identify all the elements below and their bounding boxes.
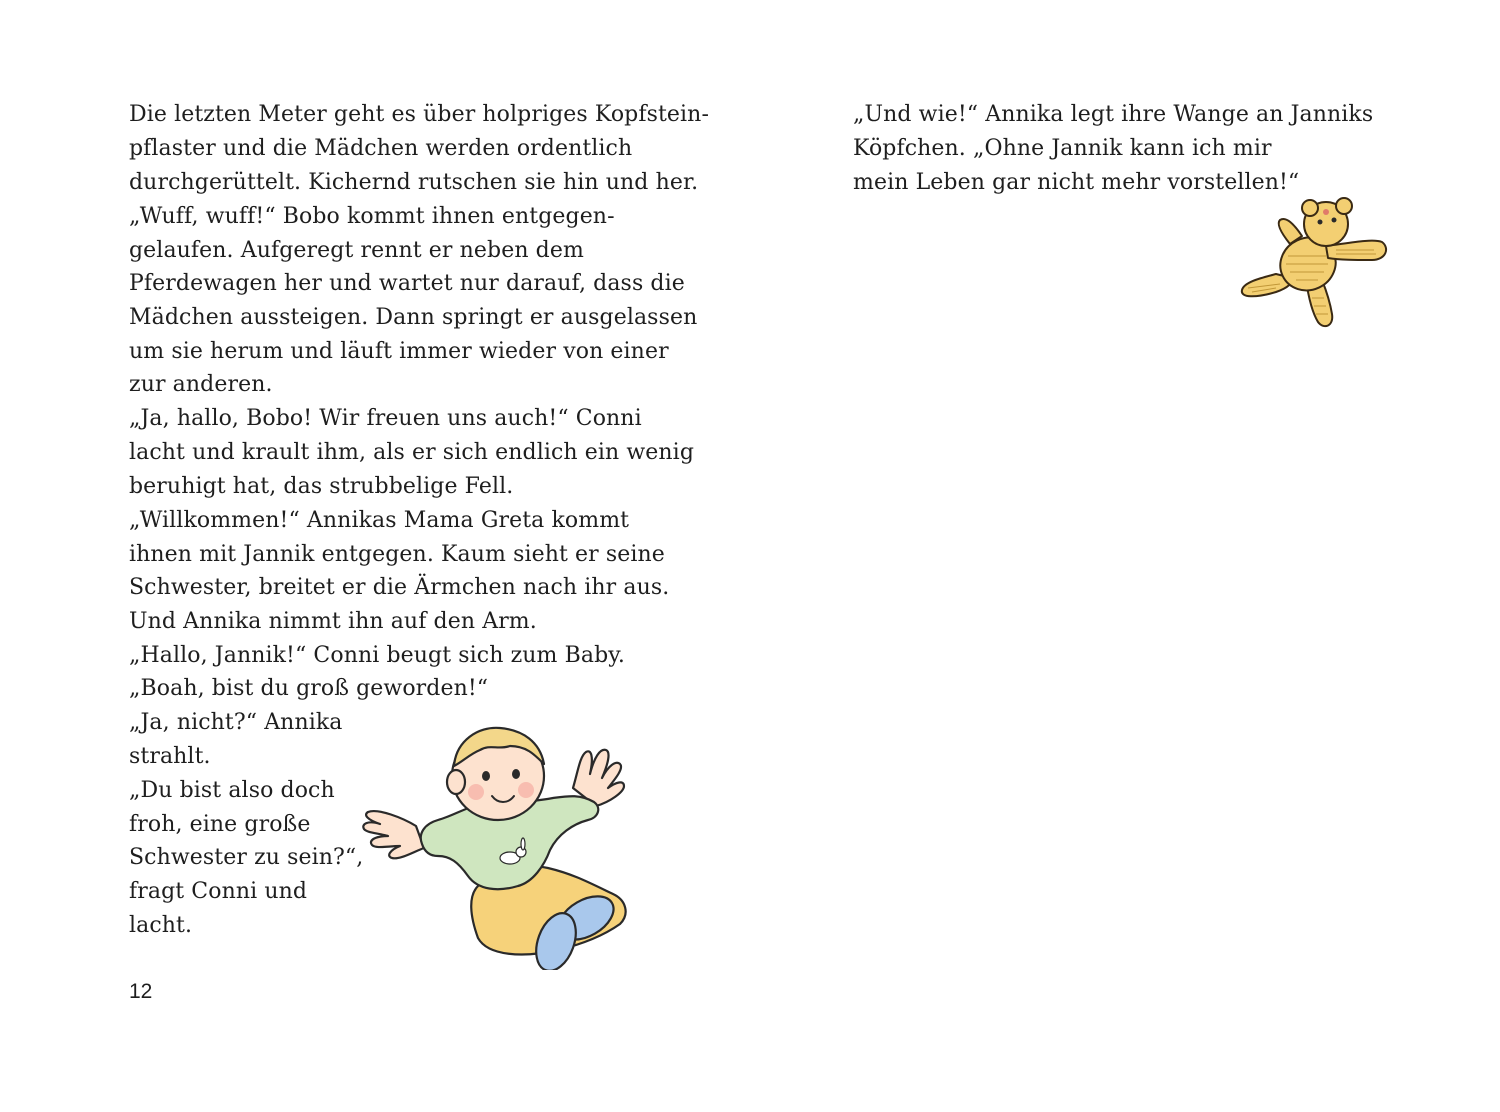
text-line: „Ja, nicht?“ Annika bbox=[129, 710, 343, 735]
baby-illustration bbox=[358, 716, 668, 970]
text-line: zur anderen. bbox=[129, 372, 273, 397]
text-line: Schwester zu sein?“, bbox=[129, 845, 364, 870]
text-line: Mädchen aussteigen. Dann springt er ausgelassen bbox=[129, 305, 698, 330]
text-line: „Willkommen!“ Annikas Mama Greta kommt bbox=[129, 508, 630, 533]
text-line: Und Annika nimmt ihn auf den Arm. bbox=[129, 609, 537, 634]
text-line: Pferdewagen her und wartet nur darauf, dass die bbox=[129, 271, 685, 296]
text-line: pflaster und die Mädchen werden ordentlich bbox=[129, 136, 633, 161]
text-line: „Boah, bist du groß geworden!“ bbox=[129, 676, 489, 701]
text-line: durchgerüttelt. Kichernd rutschen sie hin und her. bbox=[129, 170, 699, 195]
text-line: fragt Conni und bbox=[129, 879, 308, 904]
page-number: 12 bbox=[129, 980, 153, 1003]
text-line: froh, eine große bbox=[129, 812, 311, 837]
text-line: mein Leben gar nicht mehr vorstellen!“ bbox=[853, 170, 1300, 195]
text-line: „Ja, hallo, Bobo! Wir freuen uns auch!“ Conni bbox=[129, 406, 642, 431]
text-line: lacht. bbox=[129, 913, 193, 938]
text-line: strahlt. bbox=[129, 744, 211, 769]
text-line: „Du bist also doch bbox=[129, 778, 335, 803]
text-line: Schwester, breitet er die Ärmchen nach ihr aus. bbox=[129, 575, 670, 600]
text-line: um sie herum und läuft immer wieder von einer bbox=[129, 339, 669, 364]
text-line: „Wuff, wuff!“ Bobo kommt ihnen entgegen- bbox=[129, 204, 615, 229]
text-line: beruhigt hat, das strubbelige Fell. bbox=[129, 474, 514, 499]
text-line: Die letzten Meter geht es über holpriges Kopfstein- bbox=[129, 102, 709, 127]
text-line: ihnen mit Jannik entgegen. Kaum sieht er seine bbox=[129, 542, 665, 567]
text-line: „Und wie!“ Annika legt ihre Wange an Janniks bbox=[853, 102, 1374, 127]
teddy-bear-illustration bbox=[1236, 194, 1390, 332]
text-line: gelaufen. Aufgeregt rennt er neben dem bbox=[129, 238, 584, 263]
text-line: lacht und krault ihm, als er sich endlich ein wenig bbox=[129, 440, 695, 465]
text-line: Köpfchen. „Ohne Jannik kann ich mir bbox=[853, 136, 1272, 161]
text-line: „Hallo, Jannik!“ Conni beugt sich zum Baby. bbox=[129, 643, 625, 668]
